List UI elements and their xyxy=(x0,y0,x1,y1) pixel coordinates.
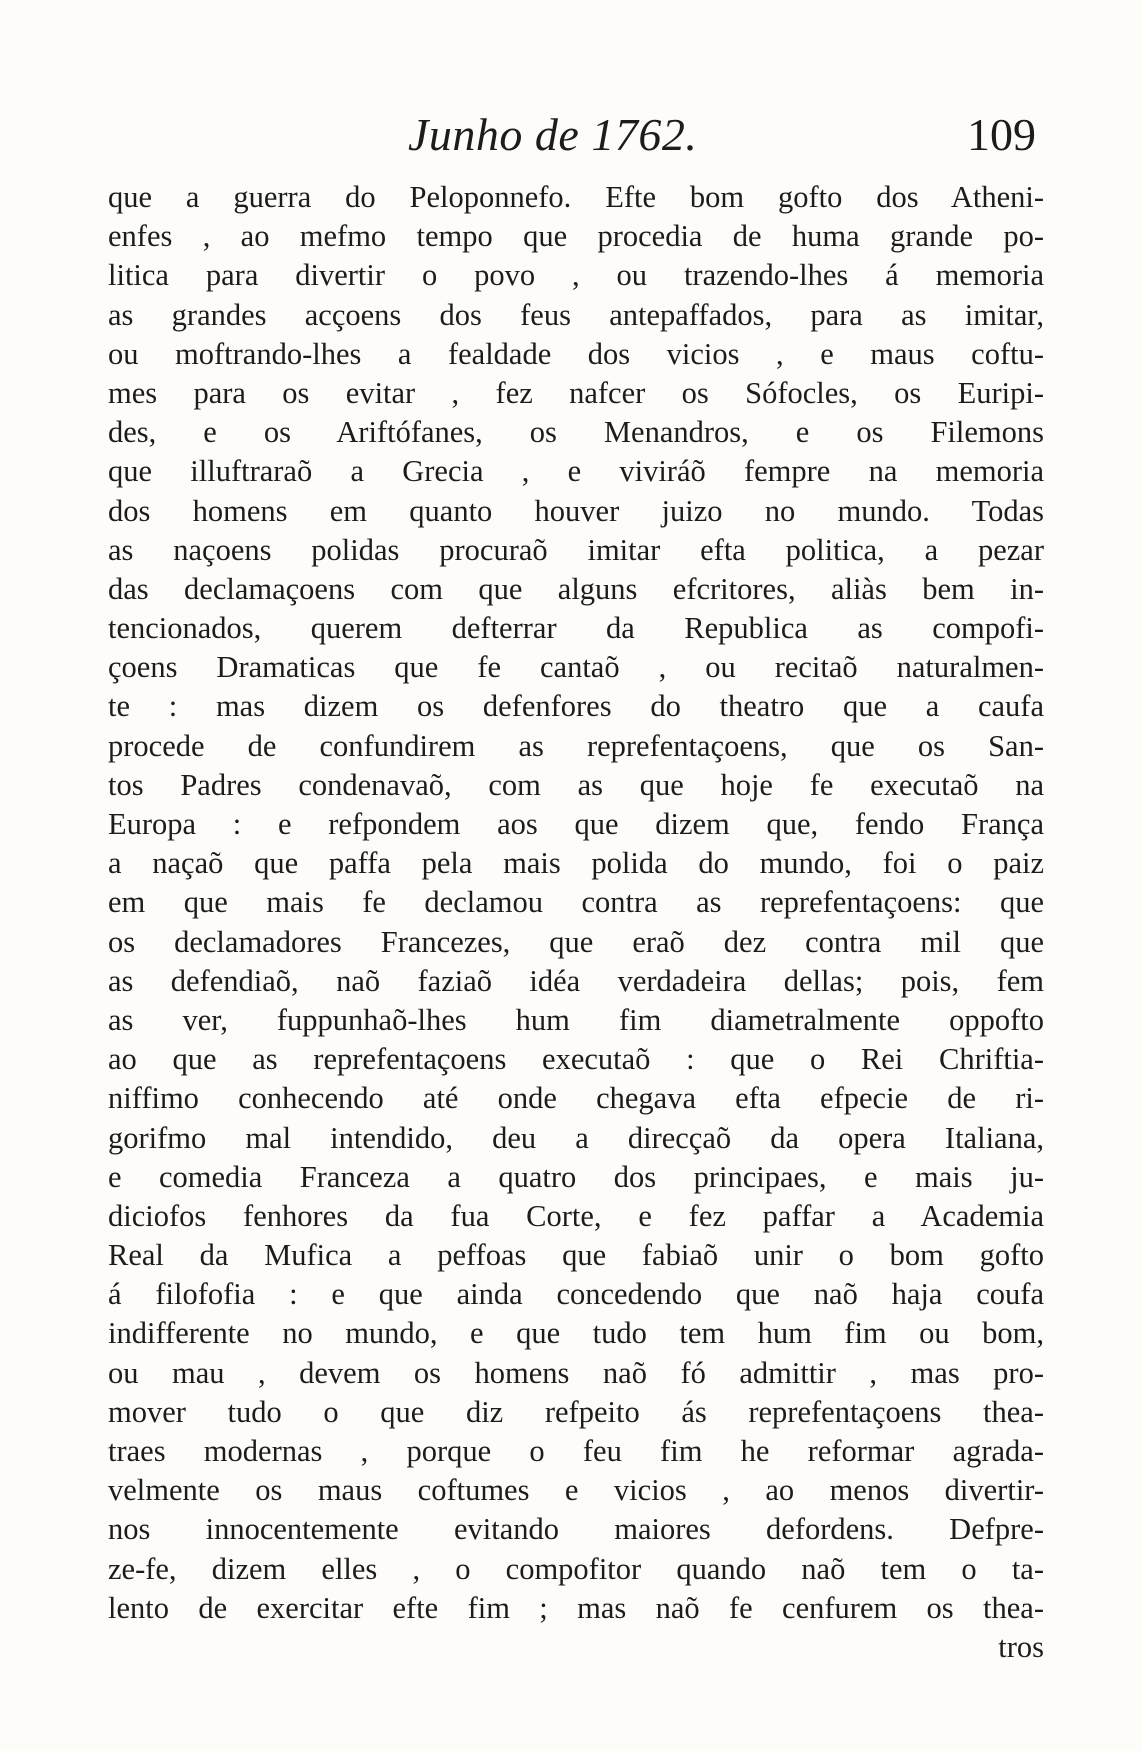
text-line: tencionados, querem defterrar da Republica as compofi- xyxy=(108,611,1044,646)
text-line: velmente os maus coftumes e vicios , ao menos divertir- xyxy=(108,1473,1044,1508)
text-line: diciofos fenhores da fua Corte, e fez paffar a Academia xyxy=(108,1198,1044,1233)
text-line: çoens Dramaticas que fe cantaõ , ou recitaõ naturalmen- xyxy=(108,650,1044,685)
text-line: enfes , ao mefmo tempo que procedia de huma grande po- xyxy=(108,219,1044,254)
text-line: te : mas dizem os defenfores do theatro que a caufa xyxy=(108,689,1044,724)
text-line: ou moftrando-lhes a fealdade dos vicios , e maus coftu- xyxy=(108,336,1044,371)
text-line: des, e os Ariftófanes, os Menandros, e os Filemons xyxy=(108,415,1044,450)
running-title: Junho de 1762. xyxy=(408,109,698,160)
text-line: mes para os evitar , fez nafcer os Sófocles, os Euripi- xyxy=(108,375,1044,410)
text-line: procede de confundirem as reprefentaçoens, que os San- xyxy=(108,728,1044,763)
text-line: gorifmo mal intendido, deu a direcçaõ da opera Italiana, xyxy=(108,1120,1044,1155)
text-line: os declamadores Francezes, que eraõ dez contra mil que xyxy=(108,924,1044,959)
text-line: niffimo conhecendo até onde chegava efta efpecie de ri- xyxy=(108,1081,1044,1116)
text-line: as naçoens polidas procuraõ imitar efta politica, a pezar xyxy=(108,532,1044,567)
text-line: que illuftraraõ a Grecia , e viviráõ fempre na memoria xyxy=(108,454,1044,489)
text-line: lento de exercitar efte fim ; mas naõ fe cenfurem os thea- xyxy=(108,1590,1044,1625)
text-line: á filofofia : e que ainda concedendo que naõ haja coufa xyxy=(108,1277,1044,1312)
page-number: 109 xyxy=(967,109,1036,160)
text-line: que a guerra do Peloponnefo. Efte bom gofto dos Atheni- xyxy=(108,180,1044,214)
text-line: nos innocentemente evitando maiores defordens. Defpre- xyxy=(108,1512,1044,1547)
text-line: das declamaçoens com que alguns efcritores, aliàs bem in- xyxy=(108,571,1044,606)
text-line: tos Padres condenavaõ, com as que hoje fe executaõ na xyxy=(108,767,1044,802)
text-line: as grandes acçoens dos feus antepaffados, para as imitar, xyxy=(108,297,1044,332)
text-line: as defendiaõ, naõ faziaõ idéa verdadeira dellas; pois, fem xyxy=(108,963,1044,998)
text-line: litica para divertir o povo , ou trazendo-lhes á memoria xyxy=(108,258,1044,293)
text-line: mover tudo o que diz refpeito ás reprefentaçoens thea- xyxy=(108,1394,1044,1429)
text-line: as ver, fuppunhaõ-lhes hum fim diametralmente oppofto xyxy=(108,1002,1044,1037)
text-line: dos homens em quanto houver juizo no mundo. Todas xyxy=(108,493,1044,528)
text-line: traes modernas , porque o feu fim he reformar agrada- xyxy=(108,1434,1044,1468)
body-text xyxy=(108,178,1044,1667)
text-line: Europa : e refpondem aos que dizem que, fendo França xyxy=(108,807,1044,841)
catchword: tros xyxy=(998,1629,1044,1664)
text-line: ze-fe, dizem elles , o compofitor quando naõ tem o ta- xyxy=(108,1551,1044,1586)
running-head xyxy=(108,108,1044,168)
text-line: em que mais fe declamou contra as reprefentaçoens: que xyxy=(108,885,1044,920)
text-line: Real da Mufica a peffoas que fabiaõ unir o bom gofto xyxy=(108,1238,1044,1273)
text-line: a naçaõ que paffa pela mais polida do mundo, foi o paiz xyxy=(108,846,1044,881)
text-line: indifferente no mundo, e que tudo tem hum fim ou bom, xyxy=(108,1316,1044,1351)
text-line: ou mau , devem os homens naõ fó admittir , mas pro- xyxy=(108,1355,1044,1390)
text-line: e comedia Franceza a quatro dos principaes, e mais ju- xyxy=(108,1159,1044,1194)
text-line: ao que as reprefentaçoens executaõ : que o Rei Chriftia- xyxy=(108,1042,1044,1077)
